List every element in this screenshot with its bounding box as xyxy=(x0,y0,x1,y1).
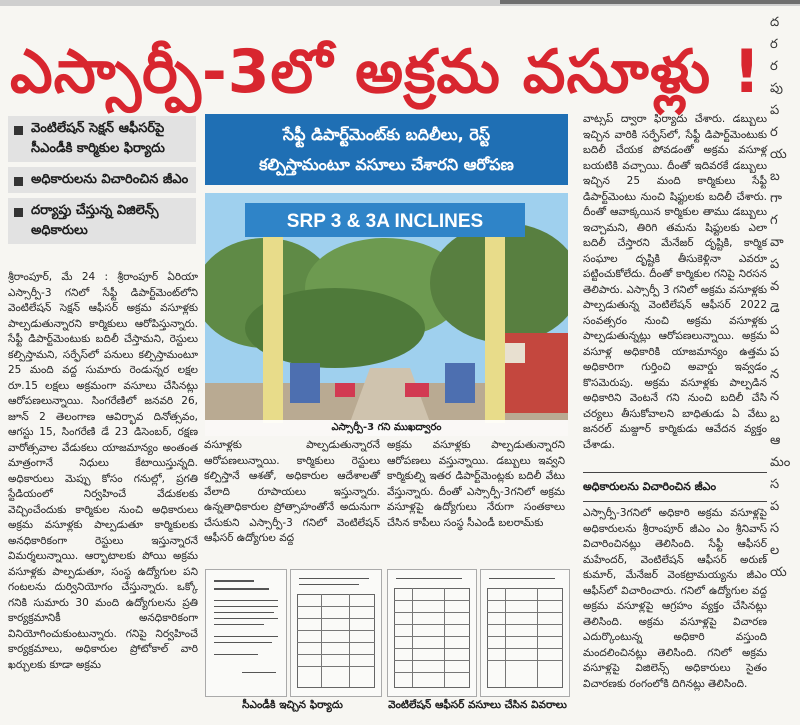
doc-line xyxy=(214,636,278,637)
deck-line-2: కల్పిస్తామంటూ వసూలు చేశారని ఆరోపణ xyxy=(259,155,514,174)
doc-row xyxy=(297,630,375,631)
doc-row xyxy=(394,624,470,625)
doc-line xyxy=(214,618,278,619)
margin-glyph: ప xyxy=(770,345,780,360)
doc-line xyxy=(214,642,272,643)
doc-line xyxy=(214,654,258,655)
bullet-text: వెంటిలేషన్ సెక్షన్ ఆఫీసర్‌పై సీఎండీకి కార్మికుల ఫిర్యాదు xyxy=(31,121,165,156)
margin-glyph: వా xyxy=(770,235,784,250)
doc-row xyxy=(394,612,470,613)
margin-glyph: న xyxy=(770,389,780,404)
doc-row xyxy=(487,612,563,613)
bullet-square-icon xyxy=(14,177,23,186)
doc-row xyxy=(394,648,470,649)
margin-glyph: మం xyxy=(770,455,791,470)
margin-glyph: ప xyxy=(770,257,780,272)
section-subhead: అధికారులను విచారించిన జీఎం xyxy=(583,472,767,502)
doc-row xyxy=(394,600,470,601)
complaint-letter-image xyxy=(205,569,287,697)
margin-glyph: బ xyxy=(770,411,780,426)
bullet-square-icon xyxy=(14,208,23,217)
bullet-item xyxy=(8,116,196,162)
adjacent-article-edge xyxy=(770,12,800,725)
doc-table xyxy=(394,588,470,688)
doc-row xyxy=(487,600,563,601)
photo-caption: ఎస్సార్పీ-3 గని ముఖద్వారం xyxy=(205,420,568,436)
doc-row xyxy=(394,660,470,661)
doc-line xyxy=(214,588,269,590)
margin-glyph: ర xyxy=(770,59,778,74)
body-column-1 xyxy=(8,270,198,673)
doc-row xyxy=(487,624,563,625)
doc-line xyxy=(214,624,264,625)
doc-col xyxy=(321,594,322,687)
doc-line xyxy=(299,584,359,585)
photo-illustration xyxy=(205,193,568,436)
collection-caption: వెంటిలేషన్ ఆఫీసర్ వసూలు చేసిన వివరాలు xyxy=(388,699,567,711)
arch-sign-text: SRP 3 & 3A INCLINES xyxy=(286,211,484,232)
doc-row xyxy=(297,606,375,607)
margin-glyph: స xyxy=(770,521,780,536)
body-column-2 xyxy=(204,438,380,547)
top-strip xyxy=(0,0,800,6)
doc-row xyxy=(487,648,563,649)
bullet-square-icon xyxy=(14,126,23,135)
doc-line xyxy=(489,578,555,579)
deck-box xyxy=(205,114,568,185)
margin-glyph: ద xyxy=(770,15,780,30)
bullet-item xyxy=(8,198,196,244)
doc-row xyxy=(487,636,563,637)
doc-row xyxy=(297,666,375,667)
doc-col xyxy=(412,588,413,687)
margin-glyph: ర xyxy=(770,125,778,140)
bullet-text: అధికారులను విచారించిన జీఎం xyxy=(31,172,189,187)
margin-glyph: స xyxy=(770,477,780,492)
margin-glyph: గ xyxy=(770,213,778,228)
margin-glyph: డె xyxy=(770,301,780,316)
margin-glyph: య xyxy=(770,565,787,580)
margin-glyph: ప xyxy=(770,103,780,118)
headline: ఎస్సార్పీ-3లో అక్రమ వసూళ్లు ! xyxy=(10,37,762,107)
margin-glyph: ప xyxy=(770,323,780,338)
margin-glyph: ల xyxy=(770,543,780,558)
top-strip-segment xyxy=(500,0,800,4)
margin-glyph: వ xyxy=(770,279,780,294)
body-text: అక్రమ వసూళ్లకు పాల్పడుతున్నారని ఆరోపణలు వస్తున్నాయి. డబ్బులు ఇవ్వని కార్మికుల్ని ఇతర డిపార్ట్‌మెంట్లకు బదిలీ వేటు వేస్తున్నారు. దీంతో ఎస్సార్పీ-3గనిలో అక్రమ వసూళ్లపై ఉద్యోగులు నేరుగా సంతకాలు చేసిన కాపీలు సంస్థ సీఎండీ బలరామ్‌కు xyxy=(387,439,565,529)
bullet-text: దర్యాప్తు చేస్తున్న విజిలెన్స్ అధికారులు xyxy=(31,203,159,238)
deck-line-1: సేఫ్టీ డిపార్ట్‌మెంట్‌కు బదిలీలు, రెస్ట్ xyxy=(282,125,491,144)
mine-entrance-photo xyxy=(205,193,568,436)
body-column-3 xyxy=(387,438,565,531)
margin-glyph: ఆ xyxy=(770,433,781,448)
margin-glyph: గా xyxy=(770,191,782,206)
complaint-table-image xyxy=(290,569,382,697)
body-text: వసూళ్లకు పాల్పడుతున్నారనే ఆరోపణలున్నాయి. కార్మికులు రెస్టులు కల్పిస్తానే ఆశతో, అధికారుల ఆదేశాలతో వేలాది రూపాయలు ఇస్తున్నారు. ఉన్నతాధికారుల ప్రోత్సాహంతోనే అదునుగా చేసుకుని ఎస్సార్పీ-3 గనిలో వెంటిలేషన్ ఆఫీసర్ ఉద్యోగుల వద్ద xyxy=(204,439,380,544)
bullet-item xyxy=(8,167,196,193)
body-text: వాట్సప్ ద్వారా ఫిర్యాదు చేశారు. డబ్బులు ఇచ్చిన వారికి సర్ఫేస్‌లో, సేఫ్టీ డిపార్ట్‌మెంటుకు బదిలీ చేయక పోవడంతో అక్రమ వసూళ్ల బయటికి వచ్చాయి. దీంతో ఇదివరకే డబ్బులు ఇచ్చిన 25 మంది కార్మికులు సేఫ్టీ డిపార్ట్‌మెంటు నుంచి షిఫ్టులకు బదిలీ చేశారు. దీంతో ఆవాక్కయిన కార్మికుల తాము డబ్బులు ఇచ్చామని, తిరిగి తమను షిఫ్టులకు ఎలా బదిలీ చేస్తారని మేనేజర్ దృష్టికి, కార్మిక సంఘాల దృష్టికి తీసుకెళ్లినా ఎవరూ పట్టించుకోలేదు. దీంతో కార్మికుల గనిపై నిరసన తెలిపారు. ఎస్సార్పీ 3 గనిలో అక్రమ వసూళ్లకు పాల్పడుతున్న వెంటిలేషన్ ఆఫీసర్ 2022 సంవత్సరం నుంచి అక్రమ వసూళ్లకు పాల్పడుతున్నట్లు ఆరోపణలున్నాయి. అక్రమ వసూళ్ల అధికారికి యాజమాన్యం ఉత్తమ అధికారిగా గుర్తించి అవార్డు ఇవ్వడం కొసమెరుపు. అక్రమ వసూళ్లకు పాల్పడిన అధికారిని వెంటనే గని నుంచి బదిలీ చేసి చర్యలు తీసుకోవాలని బాధితుడు ఏ వేటు జనరల్ మజ్దూర్ కార్మికుడు ఆవేదన వ్యక్తం చేశాడు. xyxy=(583,113,767,451)
body-text: ఎస్సార్పీ-3గనిలో అధికారి అక్రమ వసూళ్లపై అధికారులను శ్రీరాంపూర్ జీఎం ఎం శ్రీనివాస్ విచారించినట్లు తెలిసింది. సేఫ్టీ ఆఫీసర్ మహేందర్, వెంటిలేషన్ ఆఫీసర్ అరుణ్ కుమార్, మేనేజర్ వెంకట్రామయ్యను జీఎం ఆఫీస్‌లో విచారించారు. గనిలో ఉద్యోగుల వద్ద అక్రమ వసూళ్లపై ఆగ్రహం వ్యక్తం చేసినట్లు తెలిసింది. అక్రమ వసూళ్లపై విచారణ ఎదుర్కొంటున్న అధికారి వస్తుంది మందలించినట్లు తెలిసింది. గనిలో అక్రమ వసూళ్లపై విజిలెన్స్ అధికారులు సైతం విచారణకు రంగంలోకి దిగినట్లు తెలిసింది. xyxy=(583,507,767,690)
margin-glyph: పు xyxy=(770,81,783,96)
doc-row xyxy=(297,618,375,619)
doc-line xyxy=(214,606,278,607)
doc-line xyxy=(214,600,278,601)
doc-col xyxy=(444,588,445,687)
doc-col xyxy=(349,594,350,687)
highlight-bullets xyxy=(8,116,196,249)
doc-table xyxy=(297,594,375,688)
doc-line xyxy=(214,612,274,613)
signature-line xyxy=(242,672,276,673)
doc-table xyxy=(487,588,563,688)
doc-line xyxy=(214,580,254,582)
doc-row xyxy=(394,636,470,637)
body-column-4 xyxy=(583,112,767,453)
doc-col xyxy=(537,588,538,687)
doc-row xyxy=(394,672,470,673)
margin-glyph: య xyxy=(770,147,787,162)
doc-line xyxy=(396,578,462,579)
margin-glyph: బ xyxy=(770,169,780,184)
body-text: శ్రీరాంపూర్, మే 24 : శ్రీరాంపూర్ ఏరియా ఎస్సార్పీ-3 గనిలో సేఫ్టీ డిపార్ట్‌మెంట్‌లోని వెంటిలేషన్ సెక్షన్ ఆఫీసర్ అక్రమ వసూళ్లకు పాల్పడుతున్నారని కార్మికులు ఆరోపిస్తున్నారు. సేఫ్టీ డిపార్ట్‌మెంటుకు బదిలీ చేస్తామని, రెస్టులు కల్పిస్తామని, సర్ఫేస్‌లో పనులు కల్పిస్తామంటూ 25 మంది వద్ద సుమారు రెండున్నర లక్షల రూ.15 లక్షలు అక్రమంగా వసూలు చేసినట్లు ఆరోపణలున్నాయి. సింగరేణిలో జనవరి 26, జూన్ 2 తెలంగాణ ఆవిర్భావ దినోత్సవం, ఆగస్టు 15, సింగరేణి డే 23 డిసెంబర్, రక్షణ వారోత్సవాల వేడుకలు యాజమాన్యం అంతంత మాత్రంగానే నిధులు కేటాయిస్తున్నది. అధికారులు మెప్పు కోసం గనుల్లో, ప్రగతి స్టేడియంలో నిర్వహించే వేడుకలకు వెచ్చించేందుకు కార్మికుల నుంచి అధికారులు అక్రమ వసూళ్లకు పాల్పడుతూ కార్మికులకు అనధికారికంగా రెస్టులు ఇస్తున్నారనే విమర్శలున్నాయి. ఆర్భాటాలకు పోయి అక్రమ వసూళ్లకు పాల్పడుతూ, సంస్థ ఉద్యోగుల పని గంటలను దుర్వినియోగం చేస్తున్నారు. ఒక్కో గనికి సుమారు 30 మంది ఉద్యోగులను ప్రతి కార్యక్రమానికీ అనధికారికంగా వినియోగించుకుంటున్నారు. గనిపై నిర్వహించే కార్యక్రమాలు, అధికారుల ప్రోటోకాల్ వారి ఖర్చులకు కూడా అక్రమ xyxy=(8,271,198,671)
doc-row xyxy=(297,642,375,643)
collection-sheet-2-image xyxy=(480,569,570,697)
margin-glyph: న xyxy=(770,367,780,382)
complaint-caption: సీఎండీకి ఇచ్చిన ఫిర్యాదు xyxy=(242,699,343,711)
doc-col xyxy=(505,588,506,687)
body-column-4-continued xyxy=(583,506,767,692)
collection-sheet-1-image xyxy=(387,569,477,697)
doc-line xyxy=(299,578,369,579)
margin-glyph: ర xyxy=(770,37,778,52)
doc-row xyxy=(297,654,375,655)
margin-glyph: ప xyxy=(770,499,780,514)
doc-row xyxy=(487,660,563,661)
